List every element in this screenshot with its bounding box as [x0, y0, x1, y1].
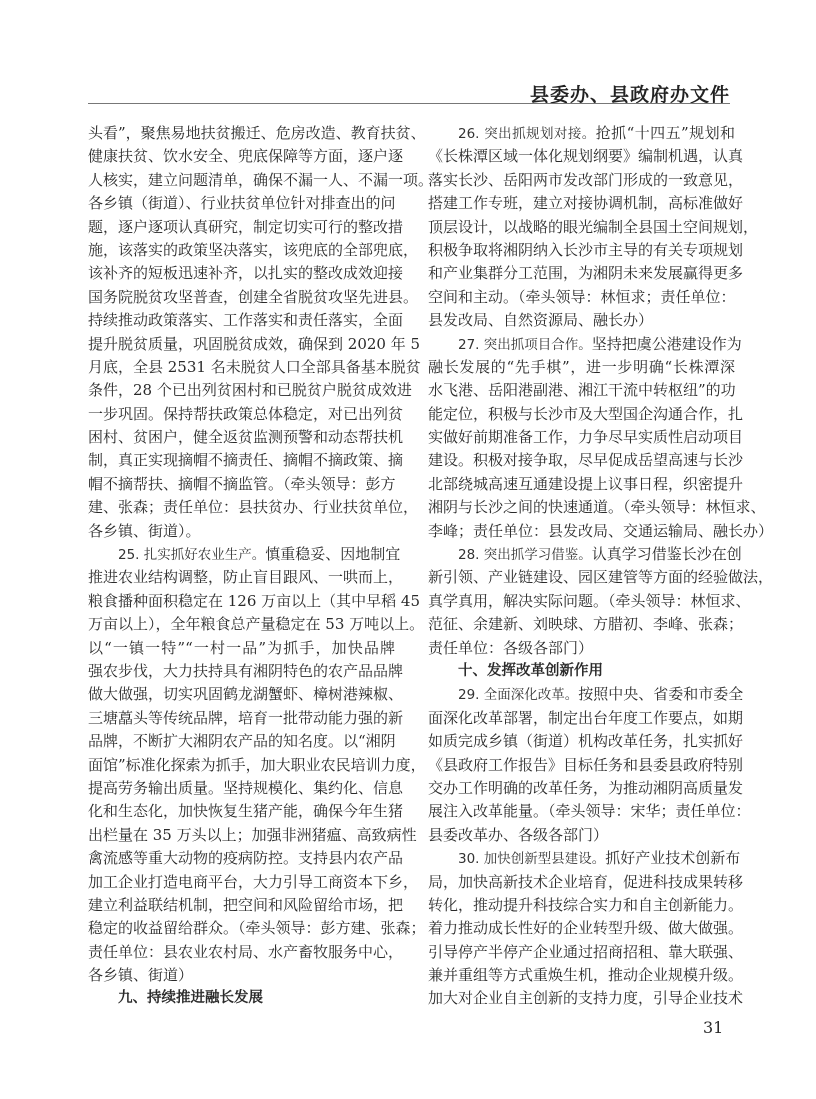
text-line: [428, 683, 744, 706]
text-line: [88, 590, 421, 613]
header-rule: [88, 103, 730, 104]
text-line: [428, 169, 744, 192]
text-line: [428, 754, 744, 777]
text-line: [88, 917, 426, 940]
text-line: [428, 987, 744, 1010]
line-text: 粮食播种面积稳定在 126 万亩以上（其中早稻 45: [88, 591, 421, 610]
line-text: 着力推动成长性好的企业转型升级、做大做强。: [428, 919, 744, 938]
item-title: 28. 突出抓学习借鉴。: [458, 547, 592, 564]
line-text: 条件，28 个已出列贫困村和已脱贫户脱贫成效进: [88, 381, 412, 400]
line-text: 建、张森；责任单位：县扶贫办、行业扶贫单位，: [88, 498, 419, 517]
paragraph: [428, 847, 744, 1011]
text-line: [428, 192, 744, 215]
text-line: [428, 800, 751, 823]
line-text: 按照中央、省委和市委全: [578, 685, 744, 704]
paragraph: [428, 683, 751, 847]
line-text: 强农步伐，大力扶持具有湘阴特色的农产品品牌: [88, 661, 404, 680]
text-line: [88, 824, 417, 847]
text-line: [88, 426, 404, 449]
text-line: [428, 871, 744, 894]
paragraph: [88, 543, 426, 987]
text-line: [88, 543, 401, 566]
line-text: 加大对企业自主创新的支持力度，引导企业技术: [428, 989, 744, 1008]
text-line: [428, 496, 766, 519]
text-line: [88, 520, 395, 543]
line-text: 抓好产业技术创新布: [605, 849, 741, 868]
text-line: [428, 894, 744, 917]
text-line: [428, 426, 744, 449]
text-line: [88, 613, 425, 636]
text-line: [428, 473, 744, 496]
line-text: 面馆”标准化探索为抓手，加大职业农民培训力度，: [88, 755, 426, 774]
text-line: [428, 286, 735, 309]
line-text: 北部绕城高速互通建设提上议事日程，织密提升: [428, 474, 744, 493]
text-line: [428, 566, 774, 589]
line-text: 出栏量在 35 万头以上；加强非洲猪瘟、高致病性: [88, 825, 417, 844]
line-text: 加工企业打造电商平台，大力引导工商资本下乡，: [88, 872, 419, 891]
line-text: 施，该落实的政策坚决落实，该兜底的全部兜底，: [88, 240, 419, 259]
line-text: 国务院脱贫攻坚普查，创建全省脱贫攻坚先进县。: [88, 287, 419, 306]
text-line: [88, 192, 395, 215]
text-line: [428, 309, 735, 332]
text-line: [428, 262, 744, 285]
text-line: [88, 683, 404, 706]
item-title: 26. 突出抓规划对接。: [458, 126, 596, 142]
line-text: 困村、贫困户，健全返贫监测预警和动态帮扶机: [88, 428, 404, 447]
text-line: [428, 379, 735, 402]
line-text: 各乡镇、街道）。: [88, 521, 201, 540]
text-line: [88, 309, 404, 332]
text-line: [88, 754, 426, 777]
text-line: [428, 520, 774, 543]
text-line: [88, 473, 395, 496]
paragraph: [428, 122, 759, 333]
line-text: 展注入改革能量。（牵头领导：宋华；责任单位：: [428, 802, 751, 821]
text-line: [428, 824, 735, 847]
line-text: 新引领、产业链建设、园区建管等方面的经验做法，: [428, 568, 774, 587]
line-text: 禽流感等重大动物的疫病防控。支持县内农产品: [88, 849, 404, 868]
line-text: 帽不摘帮扶、摘帽不摘监管。（牵头领导：彭方: [88, 474, 396, 493]
text-line: [88, 496, 419, 519]
line-text: 实做好前期准备工作，力争尽早实质性启动项目: [428, 428, 744, 447]
text-line: [88, 286, 419, 309]
line-text: 抢抓“十四五”规划和: [595, 124, 736, 142]
line-text: 责任单位：县农业农村局、水产畜牧服务中心，: [88, 942, 404, 961]
line-text: 题，逐户逐项认真研究，制定切实可行的整改措: [88, 217, 404, 236]
line-text: 和产业集群分工范围，为湘阴未来发展赢得更多: [428, 264, 744, 283]
item-title: 25. 扎实抓好农业生产。: [118, 547, 266, 564]
line-text: 建立利益联结机制，把空间和风险留给市场，把: [88, 895, 404, 914]
text-line: [428, 613, 744, 636]
line-text: 兼并重组等方式重焕生机，推动企业规模升级。: [428, 966, 744, 985]
text-line: [88, 777, 404, 800]
line-text: 真学真用，解决实际问题。（牵头领导：林恒求、: [428, 591, 751, 610]
text-line: [88, 637, 395, 660]
text-line: [88, 356, 421, 379]
line-text: 《长株潭区域一体化规划纲要》编制机遇，认真: [428, 147, 744, 166]
text-line: [88, 403, 404, 426]
line-text: 落实长沙、岳阳两市发改部门形成的一致意见，: [428, 170, 744, 189]
paragraph: [428, 543, 774, 660]
text-line: [88, 239, 419, 262]
left-column: [88, 122, 434, 1011]
line-text: 推进农业结构调整，防止盲目跟风、一哄而上，: [88, 568, 404, 587]
text-line: [428, 543, 742, 566]
text-line: [428, 917, 744, 940]
text-line: [88, 449, 404, 472]
line-text: 认真学习借鉴长沙在创: [591, 545, 742, 564]
text-line: [428, 403, 744, 426]
line-text: 能定位，积极与长沙市及大型国企沟通合作，扎: [428, 404, 744, 423]
text-line: [88, 941, 404, 964]
line-text: 健康扶贫、饮水安全、兜底保障等方面，逐户逐: [88, 147, 404, 166]
text-line: [428, 637, 735, 660]
text-line: [88, 145, 404, 168]
text-line: [428, 145, 744, 168]
line-text: 各乡镇（街道）、行业扶贫单位针对排查出的问: [88, 194, 396, 213]
line-text: 转化，推动提升科技综合实力和自主创新能力。: [428, 895, 744, 914]
line-text: 该补齐的短板迅速补齐，以扎实的整改成效迎接: [88, 264, 404, 283]
text-line: [428, 707, 744, 730]
line-text: 交办工作明确的改革任务，为推动湘阴高质量发: [428, 778, 744, 797]
text-line: [88, 262, 404, 285]
item-title: 27. 突出抓项目合作。: [458, 336, 592, 353]
line-text: 引导停产半停产企业通过招商招租、靠大联强、: [428, 942, 744, 961]
section-heading: 九、持续推进融长发展: [118, 990, 263, 1007]
line-text: 稳定的收益留给群众。（牵头领导：彭方建、张森；: [88, 919, 426, 938]
line-text: 持续推动政策落实、工作落实和责任落实，全面: [88, 311, 404, 330]
line-text: 水飞港、岳阳港副港、湘江干流中转枢纽”的功: [428, 381, 736, 400]
line-text: 责任单位：各级各部门）: [428, 638, 594, 657]
text-line: [88, 379, 412, 402]
line-text: 县委改革办、各级各部门）: [428, 825, 609, 844]
line-text: 以“一镇一特”“一村一品”为抓手，加快品牌: [88, 638, 395, 657]
line-text: 空间和主动。（牵头领导：林恒求；责任单位：: [428, 287, 736, 306]
line-text: 李峰；责任单位：县发改局、交通运输局、融长办）: [428, 521, 774, 540]
line-text: 如质完成乡镇（街道）机构改革任务，扎实抓好: [428, 732, 744, 751]
text-line: [88, 800, 404, 823]
line-text: 人核实，建立问题清单，确保不漏一人、不漏一项。: [88, 170, 434, 189]
text-line: [428, 122, 735, 145]
line-text: 各乡镇、街道）: [88, 966, 194, 985]
text-line: [88, 660, 404, 683]
line-text: 品牌，不断扩大湘阴农产品的知名度。以“湘阴: [88, 732, 396, 751]
text-line: [88, 169, 434, 192]
line-text: 面深化改革部署，制定出台年度工作要点，如期: [428, 708, 744, 727]
paragraph: [88, 122, 434, 543]
text-line: [428, 777, 744, 800]
text-line: [428, 941, 744, 964]
line-text: 搭建工作专班，建立对接协调机制，高标准做好: [428, 194, 744, 213]
text-line: [428, 333, 742, 356]
text-line: [428, 216, 759, 239]
text-line: [428, 964, 744, 987]
line-text: 顶层设计，以战略的眼光编制全县国土空间规划，: [428, 217, 759, 236]
text-line: [428, 239, 744, 262]
paragraph: [428, 333, 774, 544]
line-text: 月底，全县 2531 名未脱贫人口全部具备基本脱贫: [88, 357, 421, 376]
text-line: [88, 894, 404, 917]
text-line: [88, 566, 404, 589]
line-text: 制，真正实现摘帽不摘责任、摘帽不摘政策、摘: [88, 451, 404, 470]
line-text: 慎重稳妥、因地制宜: [265, 545, 401, 564]
line-text: 湘阴与长沙之间的快速通道。（牵头领导：林恒求、: [428, 498, 766, 517]
line-text: 化和生态化，加快恢复生猪产能，确保今年生猪: [88, 802, 404, 821]
text-line: [428, 730, 744, 753]
text-line: [428, 590, 751, 613]
text-line: [88, 122, 426, 145]
text-line: [428, 847, 741, 870]
line-text: 提升脱贫质量，巩固脱贫成效，确保到 2020 年 5: [88, 334, 421, 353]
line-text: 一步巩固。保持帮扶政策总体稳定，对已出列贫: [88, 404, 404, 423]
page-number: 31: [703, 1018, 724, 1037]
line-text: 局，加快高新技术企业培育，促进科技成果转移: [428, 872, 744, 891]
line-text: 建设。积极对接争取，尽早促成岳望高速与长沙: [428, 451, 744, 470]
line-text: 坚持把虞公港建设作为: [591, 334, 742, 353]
line-text: 《县政府工作报告》目标任务和县委县政府特别: [428, 755, 744, 774]
text-line: [428, 449, 744, 472]
line-text: 三塘藠头等传统品牌，培育一批带动能力强的新: [88, 708, 404, 727]
line-text: 做大做强，切实巩固鹤龙湖蟹虾、樟树港辣椒、: [88, 685, 404, 704]
line-text: 县发改局、自然资源局、融长办）: [428, 311, 654, 330]
running-header-title: 县委办、县政府办文件: [529, 84, 730, 106]
line-text: 融长发展的“先手棋”，进一步明确“长株潭深: [428, 357, 735, 376]
item-title: 29. 全面深化改革。: [458, 687, 579, 704]
text-line: [88, 871, 419, 894]
text-line: [88, 847, 404, 870]
text-line: [88, 333, 421, 356]
line-text: 头看”，聚焦易地扶贫搬迁、危房改造、教育扶贫、: [88, 124, 426, 142]
text-line: [428, 356, 735, 379]
section-heading: 十、发挥改革创新作用: [458, 662, 603, 679]
line-text: 范征、余建新、刘映球、方腊初、李峰、张森；: [428, 615, 744, 634]
text-line: [88, 707, 404, 730]
text-line: [88, 216, 404, 239]
line-text: 积极争取将湘阴纳入长沙市主导的有关专项规划: [428, 240, 744, 259]
line-text: 提高劳务输出质量。坚持规模化、集约化、信息: [88, 778, 404, 797]
item-title: 30. 加快创新型县建设。: [458, 851, 606, 868]
text-line: [88, 964, 395, 987]
text-line: [88, 730, 395, 753]
line-text: 万亩以上），全年粮食总产量稳定在 53 万吨以上。: [88, 615, 425, 634]
right-column: [428, 122, 774, 1011]
